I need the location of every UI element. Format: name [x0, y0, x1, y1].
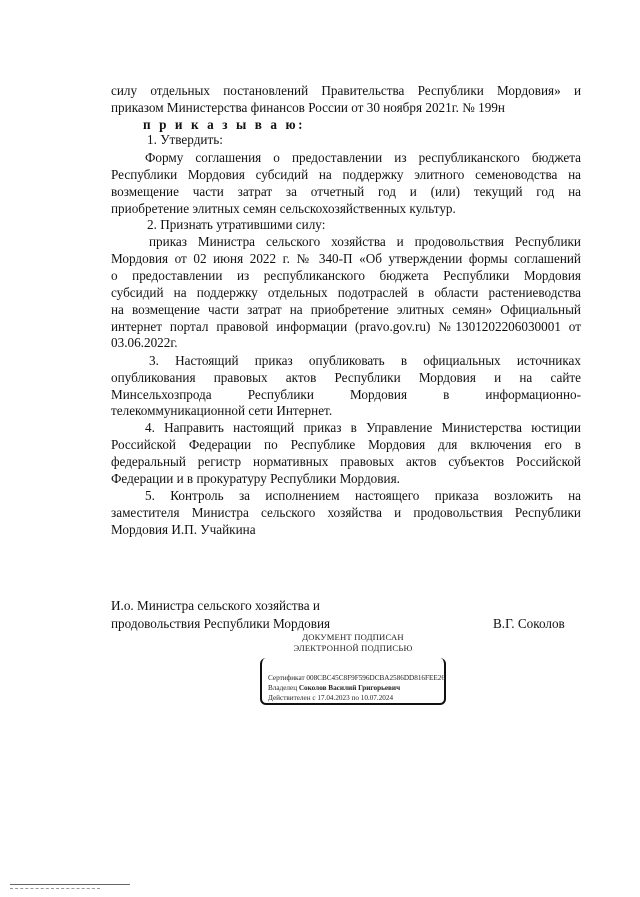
- signatory-name: В.Г. Соколов: [493, 616, 565, 631]
- body-line: 03.06.2022г.: [111, 335, 178, 350]
- body-line: Федерации и в прокуратуру Республики Мордовия.: [111, 471, 400, 486]
- body-line: Мордовия И.П. Учайкина: [111, 522, 256, 537]
- electronic-signature-stamp: [260, 632, 446, 705]
- stamp-heading-line1: ДОКУМЕНТ ПОДПИСАН: [302, 632, 404, 642]
- body-line: Российской Федерации по Республике Мордовия для включения его в: [111, 437, 581, 452]
- body-line: телекоммуникационной сети Интернет.: [111, 403, 333, 418]
- stamp-heading-line2: ЭЛЕКТРОННОЙ ПОДПИСЬЮ: [293, 643, 413, 653]
- body-line: субсидий на поддержку отдельных подотраслей в области растениеводства: [111, 285, 581, 300]
- body-line: заместителя Министра сельского хозяйства и продовольствия Республики: [111, 505, 581, 520]
- order-word: п р и к а з ы в а ю:: [143, 117, 306, 132]
- stamp-certificate-value: 008CBC45C8F9F596DCBA2586DD816FEE26: [306, 674, 445, 682]
- footer-rule: [10, 884, 130, 885]
- body-line: силу отдельных постановлений Правительства Республики Мордовия» и: [111, 83, 581, 98]
- body-line: о предоставлении из республиканского бюджета Республики Мордовия: [111, 268, 581, 283]
- body-line: Минсельхозпрода Республики Мордовия в информационно-: [111, 387, 581, 402]
- stamp-validity-label: Действителен: [268, 694, 311, 702]
- body-line: опубликования правовых актов Республики Мордовия и на сайте: [111, 370, 581, 385]
- body-line: Республики Мордовия субсидий на поддержку элитного семеноводства на: [111, 167, 581, 182]
- body-line: на возмещение части затрат на приобретение элитных семян» Официальный: [111, 302, 581, 317]
- stamp-owner-label: Владелец: [268, 684, 298, 692]
- body-line: приказ Министра сельского хозяйства и продовольствия Республики: [149, 234, 581, 249]
- body-line: возмещение части затрат за отчетный год и (или) текущий год на: [111, 184, 581, 199]
- stamp-validity-value: с 17.04.2023 по 10.07.2024: [312, 694, 394, 702]
- stamp-owner-value: Соколов Василий Григорьевич: [298, 684, 401, 692]
- stamp-owner-row: [268, 684, 400, 692]
- item-2-heading: 2. Признать утратившими силу:: [147, 217, 326, 232]
- signatory-title-line1: И.о. Министра сельского хозяйства и: [111, 598, 320, 613]
- signatory-title-line2: продовольствия Республики Мордовия: [111, 616, 331, 631]
- stamp-certificate-row: [268, 674, 445, 682]
- body-line: 4. Направить настоящий приказ в Управление Министерства юстиции: [145, 420, 581, 435]
- stamp-certificate-label: Сертификат: [268, 674, 305, 682]
- body-line: 5. Контроль за исполнением настоящего приказа возложить на: [145, 488, 581, 503]
- body-line: Мордовия от 02 июня 2022 г. № 340-П «Об утверждении формы соглашений: [111, 251, 581, 266]
- item-1-heading: 1. Утвердить:: [147, 132, 223, 147]
- body-line: приобретение элитных семян сельскохозяйственных культур.: [111, 201, 456, 216]
- body-line: федеральный регистр нормативных правовых актов субъектов Российской: [111, 454, 581, 469]
- body-line: интернет портал правовой информации (pravo.gov.ru) №1301202206030001 от: [111, 319, 581, 334]
- footer-rule-dashed: [10, 888, 100, 889]
- body-line: 3. Настоящий приказ опубликовать в официальных источниках: [149, 353, 581, 368]
- body-line: приказом Министерства финансов России от 30 ноября 2021г. № 199н: [111, 100, 505, 115]
- body-line: Форму соглашения о предоставлении из республиканского бюджета: [145, 150, 581, 165]
- stamp-validity-row: [268, 694, 393, 702]
